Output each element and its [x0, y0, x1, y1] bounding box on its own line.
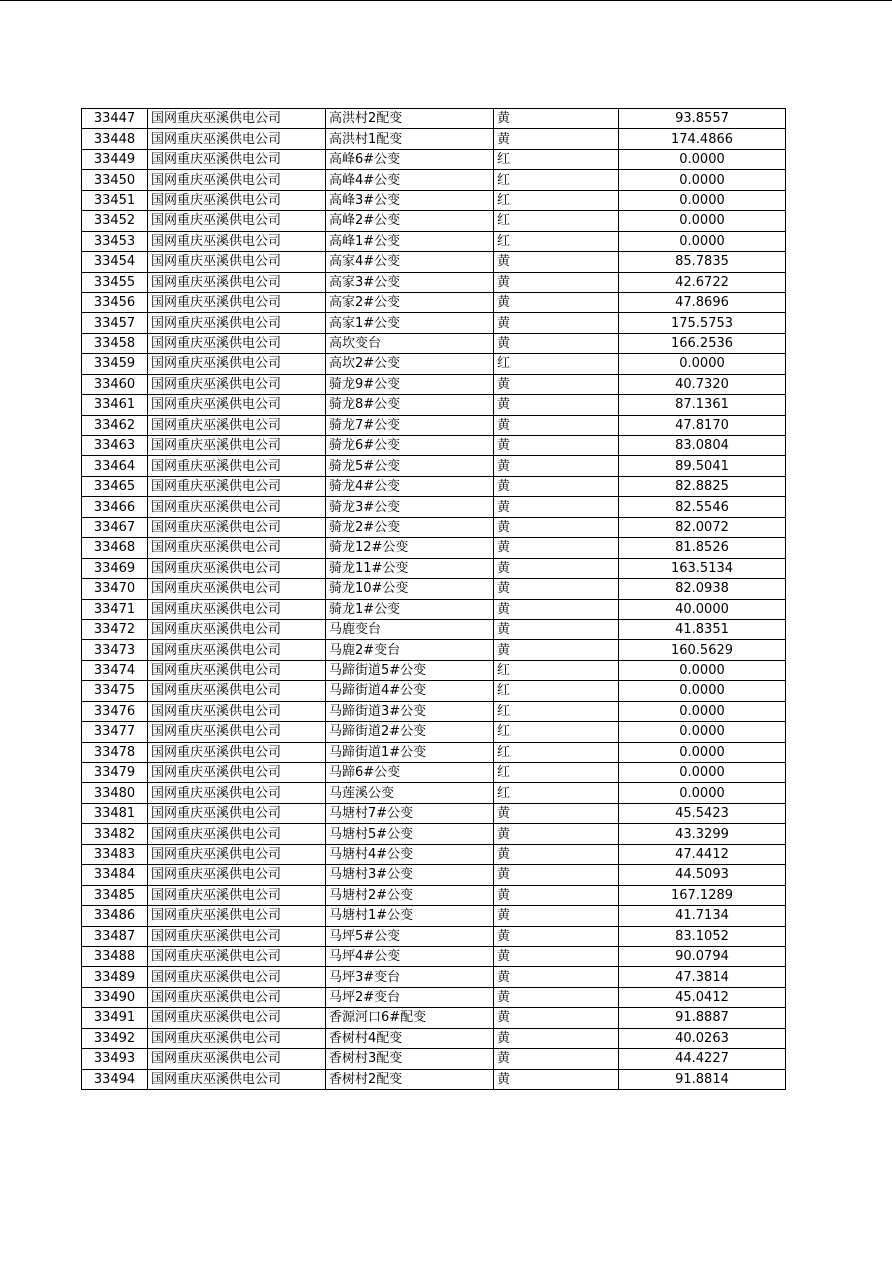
table-row	[82, 885, 786, 905]
table-row	[82, 926, 786, 946]
cell-id: 33470	[82, 579, 148, 599]
cell-id: 33489	[82, 967, 148, 987]
cell-company: 国网重庆巫溪供电公司	[148, 599, 326, 619]
cell-value: 0.0000	[619, 763, 786, 783]
cell-value: 0.0000	[619, 149, 786, 169]
cell-company: 国网重庆巫溪供电公司	[148, 681, 326, 701]
cell-level: 红	[494, 722, 619, 742]
cell-level: 黄	[494, 599, 619, 619]
cell-id: 33459	[82, 354, 148, 374]
table-row	[82, 599, 786, 619]
cell-station: 骑龙9#公变	[326, 374, 494, 394]
cell-company: 国网重庆巫溪供电公司	[148, 292, 326, 312]
cell-value: 0.0000	[619, 722, 786, 742]
cell-level: 黄	[494, 456, 619, 476]
cell-company: 国网重庆巫溪供电公司	[148, 170, 326, 190]
cell-value: 40.0263	[619, 1028, 786, 1048]
cell-id: 33457	[82, 313, 148, 333]
cell-value: 0.0000	[619, 354, 786, 374]
cell-station: 高家4#公变	[326, 252, 494, 272]
cell-station: 马塘村5#公变	[326, 824, 494, 844]
cell-station: 骑龙7#公变	[326, 415, 494, 435]
cell-level: 黄	[494, 129, 619, 149]
cell-id: 33471	[82, 599, 148, 619]
table-row	[82, 619, 786, 639]
cell-company: 国网重庆巫溪供电公司	[148, 640, 326, 660]
cell-id: 33478	[82, 742, 148, 762]
table-row	[82, 844, 786, 864]
cell-value: 0.0000	[619, 783, 786, 803]
table-row	[82, 742, 786, 762]
data-table	[81, 108, 786, 1090]
cell-id: 33484	[82, 865, 148, 885]
cell-company: 国网重庆巫溪供电公司	[148, 660, 326, 680]
cell-company: 国网重庆巫溪供电公司	[148, 803, 326, 823]
table-row	[82, 497, 786, 517]
table-row	[82, 906, 786, 926]
cell-value: 47.3814	[619, 967, 786, 987]
cell-company: 国网重庆巫溪供电公司	[148, 701, 326, 721]
cell-level: 黄	[494, 1069, 619, 1089]
cell-value: 41.8351	[619, 619, 786, 639]
cell-id: 33453	[82, 231, 148, 251]
cell-company: 国网重庆巫溪供电公司	[148, 395, 326, 415]
cell-value: 42.6722	[619, 272, 786, 292]
cell-id: 33477	[82, 722, 148, 742]
cell-company: 国网重庆巫溪供电公司	[148, 1049, 326, 1069]
cell-company: 国网重庆巫溪供电公司	[148, 1069, 326, 1089]
cell-company: 国网重庆巫溪供电公司	[148, 109, 326, 129]
table-row	[82, 231, 786, 251]
cell-station: 高峰4#公变	[326, 170, 494, 190]
table-row	[82, 436, 786, 456]
cell-station: 高洪村2配变	[326, 109, 494, 129]
cell-id: 33482	[82, 824, 148, 844]
cell-level: 黄	[494, 1028, 619, 1048]
cell-id: 33488	[82, 946, 148, 966]
cell-company: 国网重庆巫溪供电公司	[148, 374, 326, 394]
table-row	[82, 538, 786, 558]
cell-id: 33451	[82, 190, 148, 210]
cell-level: 黄	[494, 844, 619, 864]
cell-company: 国网重庆巫溪供电公司	[148, 231, 326, 251]
cell-company: 国网重庆巫溪供电公司	[148, 579, 326, 599]
cell-value: 45.5423	[619, 803, 786, 823]
cell-company: 国网重庆巫溪供电公司	[148, 722, 326, 742]
cell-id: 33449	[82, 149, 148, 169]
page-top-rule	[0, 0, 892, 1]
table-row	[82, 476, 786, 496]
cell-value: 0.0000	[619, 681, 786, 701]
cell-level: 黄	[494, 865, 619, 885]
cell-station: 马塘村4#公变	[326, 844, 494, 864]
cell-id: 33467	[82, 517, 148, 537]
cell-id: 33476	[82, 701, 148, 721]
cell-level: 黄	[494, 926, 619, 946]
table-row	[82, 109, 786, 129]
cell-company: 国网重庆巫溪供电公司	[148, 885, 326, 905]
cell-company: 国网重庆巫溪供电公司	[148, 987, 326, 1007]
cell-id: 33486	[82, 906, 148, 926]
cell-company: 国网重庆巫溪供电公司	[148, 354, 326, 374]
cell-id: 33448	[82, 129, 148, 149]
cell-company: 国网重庆巫溪供电公司	[148, 865, 326, 885]
cell-company: 国网重庆巫溪供电公司	[148, 211, 326, 231]
table-row	[82, 660, 786, 680]
cell-value: 175.5753	[619, 313, 786, 333]
cell-level: 黄	[494, 415, 619, 435]
cell-station: 马坪5#公变	[326, 926, 494, 946]
cell-company: 国网重庆巫溪供电公司	[148, 497, 326, 517]
cell-company: 国网重庆巫溪供电公司	[148, 1008, 326, 1028]
cell-company: 国网重庆巫溪供电公司	[148, 436, 326, 456]
cell-id: 33473	[82, 640, 148, 660]
cell-station: 高家1#公变	[326, 313, 494, 333]
table-row	[82, 865, 786, 885]
cell-station: 马鹿2#变台	[326, 640, 494, 660]
cell-station: 骑龙10#公变	[326, 579, 494, 599]
table-row	[82, 558, 786, 578]
cell-station: 马莲溪公变	[326, 783, 494, 803]
cell-value: 83.0804	[619, 436, 786, 456]
cell-company: 国网重庆巫溪供电公司	[148, 926, 326, 946]
cell-station: 马蹄街道2#公变	[326, 722, 494, 742]
cell-id: 33463	[82, 436, 148, 456]
cell-value: 0.0000	[619, 190, 786, 210]
cell-station: 马坪3#变台	[326, 967, 494, 987]
table-row	[82, 292, 786, 312]
cell-company: 国网重庆巫溪供电公司	[148, 763, 326, 783]
cell-station: 马坪4#公变	[326, 946, 494, 966]
cell-id: 33493	[82, 1049, 148, 1069]
cell-id: 33494	[82, 1069, 148, 1089]
cell-station: 骑龙8#公变	[326, 395, 494, 415]
cell-level: 红	[494, 783, 619, 803]
cell-value: 85.7835	[619, 252, 786, 272]
cell-level: 红	[494, 354, 619, 374]
cell-value: 82.0938	[619, 579, 786, 599]
cell-station: 骑龙3#公变	[326, 497, 494, 517]
table-body	[82, 109, 786, 1090]
cell-station: 马塘村7#公变	[326, 803, 494, 823]
table-row	[82, 252, 786, 272]
cell-level: 黄	[494, 252, 619, 272]
cell-station: 香树村3配变	[326, 1049, 494, 1069]
cell-id: 33469	[82, 558, 148, 578]
cell-company: 国网重庆巫溪供电公司	[148, 783, 326, 803]
cell-id: 33455	[82, 272, 148, 292]
cell-company: 国网重庆巫溪供电公司	[148, 313, 326, 333]
cell-value: 0.0000	[619, 231, 786, 251]
cell-station: 高峰2#公变	[326, 211, 494, 231]
cell-value: 0.0000	[619, 170, 786, 190]
cell-level: 黄	[494, 476, 619, 496]
cell-id: 33464	[82, 456, 148, 476]
cell-id: 33450	[82, 170, 148, 190]
cell-company: 国网重庆巫溪供电公司	[148, 149, 326, 169]
cell-company: 国网重庆巫溪供电公司	[148, 252, 326, 272]
table-row	[82, 987, 786, 1007]
table-row	[82, 783, 786, 803]
cell-id: 33487	[82, 926, 148, 946]
cell-company: 国网重庆巫溪供电公司	[148, 946, 326, 966]
table-row	[82, 640, 786, 660]
table-row	[82, 170, 786, 190]
cell-level: 黄	[494, 497, 619, 517]
cell-id: 33454	[82, 252, 148, 272]
table-row	[82, 333, 786, 353]
cell-station: 马坪2#变台	[326, 987, 494, 1007]
cell-value: 91.8887	[619, 1008, 786, 1028]
cell-station: 高峰1#公变	[326, 231, 494, 251]
cell-level: 黄	[494, 517, 619, 537]
cell-level: 黄	[494, 946, 619, 966]
cell-value: 174.4866	[619, 129, 786, 149]
cell-value: 40.0000	[619, 599, 786, 619]
table-row	[82, 211, 786, 231]
cell-company: 国网重庆巫溪供电公司	[148, 517, 326, 537]
cell-station: 马蹄街道5#公变	[326, 660, 494, 680]
cell-value: 160.5629	[619, 640, 786, 660]
cell-station: 香树村4配变	[326, 1028, 494, 1048]
cell-value: 89.5041	[619, 456, 786, 476]
table-row	[82, 395, 786, 415]
cell-value: 167.1289	[619, 885, 786, 905]
cell-level: 黄	[494, 292, 619, 312]
cell-station: 骑龙6#公变	[326, 436, 494, 456]
cell-id: 33474	[82, 660, 148, 680]
cell-company: 国网重庆巫溪供电公司	[148, 906, 326, 926]
table-row	[82, 517, 786, 537]
cell-level: 红	[494, 170, 619, 190]
cell-value: 41.7134	[619, 906, 786, 926]
cell-station: 高峰3#公变	[326, 190, 494, 210]
table-row	[82, 415, 786, 435]
table-row	[82, 1028, 786, 1048]
cell-id: 33475	[82, 681, 148, 701]
cell-level: 黄	[494, 558, 619, 578]
cell-level: 黄	[494, 374, 619, 394]
cell-id: 33479	[82, 763, 148, 783]
cell-value: 82.0072	[619, 517, 786, 537]
cell-station: 高家3#公变	[326, 272, 494, 292]
table-row	[82, 374, 786, 394]
table-row	[82, 722, 786, 742]
cell-station: 骑龙5#公变	[326, 456, 494, 476]
cell-company: 国网重庆巫溪供电公司	[148, 742, 326, 762]
cell-company: 国网重庆巫溪供电公司	[148, 129, 326, 149]
cell-id: 33491	[82, 1008, 148, 1028]
cell-station: 马蹄街道1#公变	[326, 742, 494, 762]
table-row	[82, 129, 786, 149]
cell-level: 黄	[494, 640, 619, 660]
cell-id: 33483	[82, 844, 148, 864]
cell-value: 87.1361	[619, 395, 786, 415]
cell-value: 166.2536	[619, 333, 786, 353]
table-row	[82, 967, 786, 987]
cell-id: 33480	[82, 783, 148, 803]
cell-level: 黄	[494, 824, 619, 844]
cell-id: 33472	[82, 619, 148, 639]
cell-value: 47.8170	[619, 415, 786, 435]
cell-id: 33462	[82, 415, 148, 435]
cell-value: 47.4412	[619, 844, 786, 864]
cell-level: 黄	[494, 803, 619, 823]
cell-company: 国网重庆巫溪供电公司	[148, 456, 326, 476]
cell-station: 马塘村1#公变	[326, 906, 494, 926]
cell-id: 33490	[82, 987, 148, 1007]
cell-id: 33481	[82, 803, 148, 823]
cell-station: 骑龙11#公变	[326, 558, 494, 578]
cell-level: 红	[494, 660, 619, 680]
table-row	[82, 824, 786, 844]
cell-station: 马蹄6#公变	[326, 763, 494, 783]
cell-company: 国网重庆巫溪供电公司	[148, 824, 326, 844]
cell-level: 黄	[494, 313, 619, 333]
table-row	[82, 1008, 786, 1028]
cell-level: 黄	[494, 333, 619, 353]
cell-level: 黄	[494, 987, 619, 1007]
table-row	[82, 1049, 786, 1069]
cell-company: 国网重庆巫溪供电公司	[148, 190, 326, 210]
cell-station: 高家2#公变	[326, 292, 494, 312]
cell-value: 0.0000	[619, 211, 786, 231]
table-row	[82, 272, 786, 292]
cell-level: 黄	[494, 538, 619, 558]
cell-station: 香树村2配变	[326, 1069, 494, 1089]
cell-id: 33461	[82, 395, 148, 415]
cell-station: 高洪村1配变	[326, 129, 494, 149]
cell-value: 0.0000	[619, 742, 786, 762]
cell-level: 红	[494, 190, 619, 210]
cell-station: 骑龙4#公变	[326, 476, 494, 496]
cell-station: 马塘村3#公变	[326, 865, 494, 885]
cell-level: 黄	[494, 436, 619, 456]
table-row	[82, 456, 786, 476]
cell-company: 国网重庆巫溪供电公司	[148, 844, 326, 864]
cell-value: 0.0000	[619, 660, 786, 680]
cell-company: 国网重庆巫溪供电公司	[148, 538, 326, 558]
cell-station: 骑龙2#公变	[326, 517, 494, 537]
table-row	[82, 354, 786, 374]
cell-id: 33460	[82, 374, 148, 394]
table-row	[82, 190, 786, 210]
cell-station: 香源河口6#配变	[326, 1008, 494, 1028]
cell-value: 44.5093	[619, 865, 786, 885]
table-row	[82, 681, 786, 701]
cell-level: 黄	[494, 109, 619, 129]
cell-value: 45.0412	[619, 987, 786, 1007]
cell-level: 黄	[494, 579, 619, 599]
cell-value: 82.8825	[619, 476, 786, 496]
cell-id: 33456	[82, 292, 148, 312]
cell-id: 33452	[82, 211, 148, 231]
cell-id: 33492	[82, 1028, 148, 1048]
cell-company: 国网重庆巫溪供电公司	[148, 967, 326, 987]
cell-station: 高坎2#公变	[326, 354, 494, 374]
cell-station: 马蹄街道3#公变	[326, 701, 494, 721]
table-row	[82, 313, 786, 333]
table-row	[82, 803, 786, 823]
cell-id: 33485	[82, 885, 148, 905]
cell-level: 黄	[494, 619, 619, 639]
cell-value: 163.5134	[619, 558, 786, 578]
cell-company: 国网重庆巫溪供电公司	[148, 272, 326, 292]
cell-station: 马蹄街道4#公变	[326, 681, 494, 701]
cell-id: 33465	[82, 476, 148, 496]
cell-value: 93.8557	[619, 109, 786, 129]
cell-company: 国网重庆巫溪供电公司	[148, 415, 326, 435]
cell-level: 红	[494, 763, 619, 783]
cell-station: 骑龙1#公变	[326, 599, 494, 619]
cell-value: 90.0794	[619, 946, 786, 966]
cell-id: 33447	[82, 109, 148, 129]
table-row	[82, 149, 786, 169]
cell-level: 黄	[494, 1008, 619, 1028]
cell-station: 高坎变台	[326, 333, 494, 353]
cell-company: 国网重庆巫溪供电公司	[148, 1028, 326, 1048]
cell-station: 马鹿变台	[326, 619, 494, 639]
cell-value: 0.0000	[619, 701, 786, 721]
cell-company: 国网重庆巫溪供电公司	[148, 619, 326, 639]
cell-level: 黄	[494, 906, 619, 926]
cell-level: 黄	[494, 1049, 619, 1069]
cell-company: 国网重庆巫溪供电公司	[148, 476, 326, 496]
cell-level: 黄	[494, 885, 619, 905]
cell-station: 高峰6#公变	[326, 149, 494, 169]
table-row	[82, 579, 786, 599]
cell-level: 红	[494, 211, 619, 231]
cell-level: 红	[494, 231, 619, 251]
cell-company: 国网重庆巫溪供电公司	[148, 333, 326, 353]
cell-level: 黄	[494, 967, 619, 987]
table-row	[82, 701, 786, 721]
cell-id: 33466	[82, 497, 148, 517]
cell-value: 44.4227	[619, 1049, 786, 1069]
cell-station: 骑龙12#公变	[326, 538, 494, 558]
table-row	[82, 1069, 786, 1089]
cell-value: 83.1052	[619, 926, 786, 946]
cell-level: 红	[494, 149, 619, 169]
table-row	[82, 946, 786, 966]
cell-level: 红	[494, 742, 619, 762]
cell-level: 黄	[494, 395, 619, 415]
cell-value: 40.7320	[619, 374, 786, 394]
cell-level: 红	[494, 701, 619, 721]
cell-value: 82.5546	[619, 497, 786, 517]
cell-value: 43.3299	[619, 824, 786, 844]
cell-value: 91.8814	[619, 1069, 786, 1089]
cell-level: 红	[494, 681, 619, 701]
table-row	[82, 763, 786, 783]
cell-id: 33468	[82, 538, 148, 558]
cell-station: 马塘村2#公变	[326, 885, 494, 905]
cell-value: 47.8696	[619, 292, 786, 312]
cell-value: 81.8526	[619, 538, 786, 558]
cell-level: 黄	[494, 272, 619, 292]
cell-company: 国网重庆巫溪供电公司	[148, 558, 326, 578]
cell-id: 33458	[82, 333, 148, 353]
